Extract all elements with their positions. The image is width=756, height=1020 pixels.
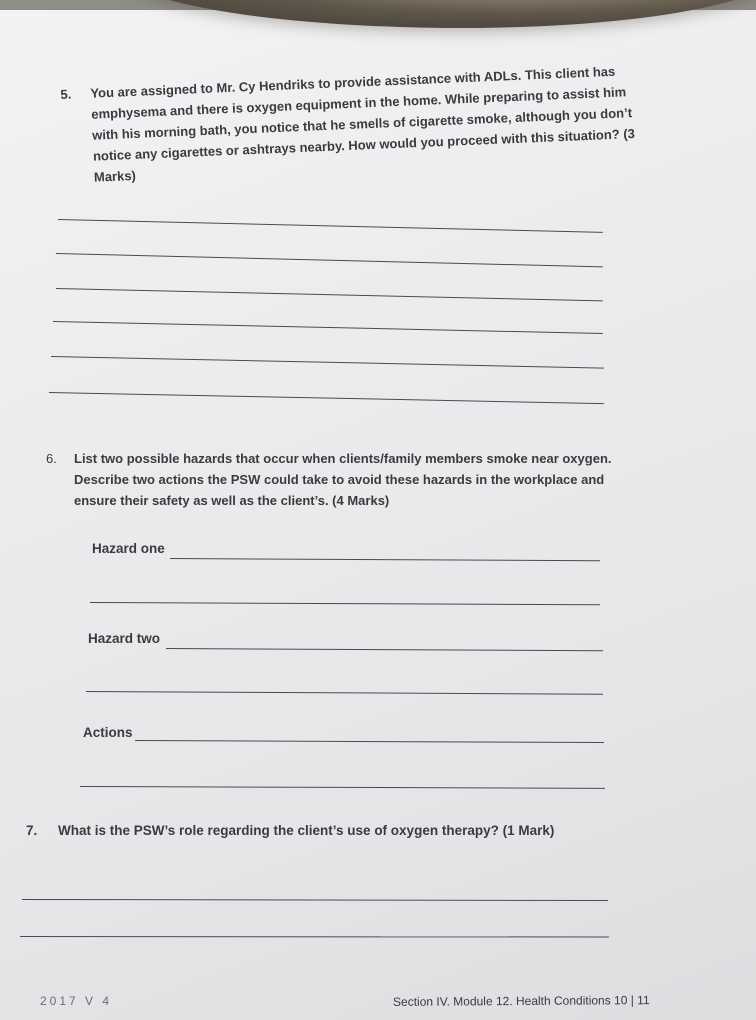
hazard-one-label: Hazard one	[92, 541, 165, 556]
footer-section: Section IV. Module 12. Health Conditions 10 | 11	[392, 993, 650, 1009]
question-6	[46, 448, 646, 511]
question-7	[26, 820, 646, 841]
actions-label: Actions	[83, 725, 133, 740]
question-6-text: List two possible hazards that occur when clients/family members smoke near oxygen. Describe two actions the PSW could take to avoid these hazards in the workplace and ensure their safety as well as the client’s. (4 Marks)	[74, 451, 612, 508]
footer-version: 2017 V 4	[40, 994, 113, 1008]
question-5-text: You are assigned to Mr. Cy Hendriks to provide assistance with ADLs. This client has emphysema and there is oxygen equipment in the home. While preparing to assist him with his morning bath, you notice that he smells of cigarette smoke, although you don’t notice any cigarettes or ashtrays nearby. How would you proceed with this situation? (3 Marks)	[90, 63, 636, 185]
question-5-number: 5.	[60, 86, 72, 102]
hazard-two-label: Hazard two	[88, 631, 161, 646]
question-7-number: 7.	[26, 823, 38, 838]
question-7-text: What is the PSW’s role regarding the client’s use of oxygen therapy? (1 Mark)	[58, 823, 555, 838]
question-6-number: 6.	[46, 451, 57, 466]
